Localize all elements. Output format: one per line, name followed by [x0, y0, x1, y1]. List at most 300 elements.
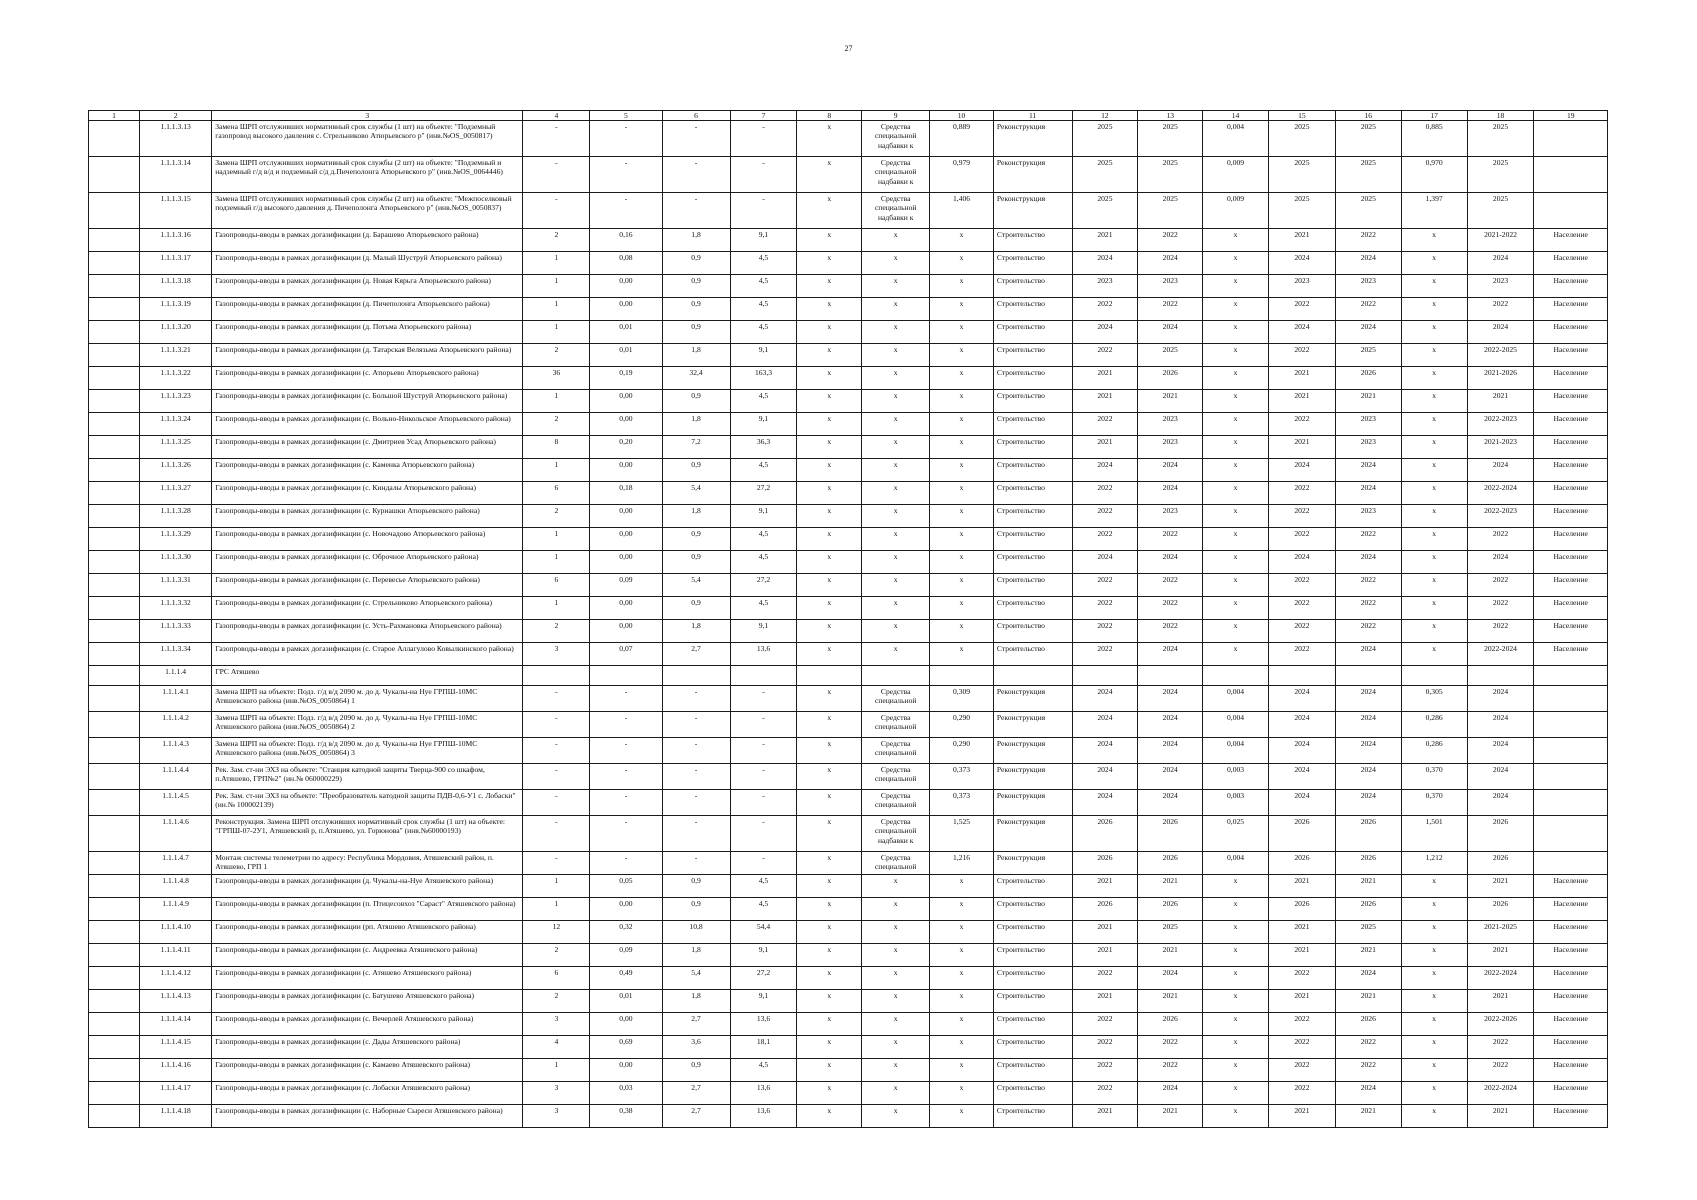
table-cell: 1,525 — [930, 816, 994, 852]
table-cell: 0,009 — [1203, 157, 1269, 193]
table-cell: x — [1203, 275, 1269, 298]
table-cell: x — [1203, 344, 1269, 367]
table-cell: 1.1.1.4.4 — [139, 764, 211, 790]
table-cell: 18,1 — [730, 1036, 797, 1059]
table-cell: 2021 — [1335, 390, 1401, 413]
table-cell: 2026 — [1072, 898, 1138, 921]
table-cell: 0,885 — [1401, 121, 1467, 157]
table-row — [89, 1059, 1608, 1082]
table-cell: 4,5 — [730, 252, 797, 275]
description-cell: Газопроводы-вводы в рамках догазификации (с. Атюрьево Атюрьевского района) — [212, 367, 523, 390]
table-cell: x — [930, 298, 994, 321]
table-cell: 1,8 — [662, 620, 730, 643]
table-cell: x — [1401, 390, 1467, 413]
table-cell — [1138, 666, 1203, 686]
table-cell: 2023 — [1335, 505, 1401, 528]
table-row — [89, 528, 1608, 551]
table-cell: 4,5 — [730, 597, 797, 620]
table-cell: 0,32 — [590, 921, 662, 944]
table-cell: 13,6 — [730, 643, 797, 666]
table-cell: 2,7 — [662, 1013, 730, 1036]
table-row — [89, 944, 1608, 967]
table-cell: 2025 — [1268, 157, 1335, 193]
table-cell: 1,406 — [930, 193, 994, 229]
table-cell: x — [797, 436, 862, 459]
table-cell: x — [930, 390, 994, 413]
table-row — [89, 551, 1608, 574]
table-cell: - — [662, 790, 730, 816]
description-cell: Газопроводы-вводы в рамках догазификации (с. Атяшево Атяшевского района) — [212, 967, 523, 990]
table-cell: 2021 — [1072, 990, 1138, 1013]
table-cell: 2022 — [1335, 528, 1401, 551]
table-cell: x — [797, 643, 862, 666]
table-cell: Строительство — [993, 367, 1072, 390]
table-cell: - — [523, 121, 590, 157]
table-cell: 2024 — [1467, 321, 1534, 344]
table-cell: 0,373 — [930, 790, 994, 816]
table-row — [89, 436, 1608, 459]
table-cell: 2024 — [1335, 686, 1401, 712]
table-cell: x — [1203, 390, 1269, 413]
table-cell: 2021 — [1467, 875, 1534, 898]
table-cell: 0,49 — [590, 967, 662, 990]
table-cell: 2022 — [1335, 298, 1401, 321]
table-cell: x — [930, 1013, 994, 1036]
table-cell: - — [730, 121, 797, 157]
table-cell — [89, 551, 140, 574]
table-cell: 0,290 — [930, 712, 994, 738]
table-cell: Средства специальной — [862, 852, 930, 875]
table-cell: Строительство — [993, 390, 1072, 413]
table-cell: 2024 — [1467, 459, 1534, 482]
table-cell: x — [862, 1082, 930, 1105]
table-cell: x — [1401, 990, 1467, 1013]
table-cell: 1 — [523, 528, 590, 551]
table-cell: 2025 — [1335, 121, 1401, 157]
table-cell: x — [797, 551, 862, 574]
table-cell: 1.1.1.3.28 — [139, 505, 211, 528]
table-cell: 3 — [523, 1013, 590, 1036]
table-cell: 12 — [523, 921, 590, 944]
table-cell: x — [1401, 944, 1467, 967]
description-cell: Газопроводы-вводы в рамках догазификации (д. Пичеполонга Атюрьевского района) — [212, 298, 523, 321]
table-cell: x — [930, 574, 994, 597]
table-cell — [89, 252, 140, 275]
table-cell: 2023 — [1072, 275, 1138, 298]
table-cell: 2025 — [1335, 157, 1401, 193]
table-cell: 2024 — [1072, 321, 1138, 344]
table-cell: 1.1.1.4.13 — [139, 990, 211, 1013]
table-cell: 2022 — [1268, 1013, 1335, 1036]
table-cell: 0,970 — [1401, 157, 1467, 193]
table-cell: 0,00 — [590, 505, 662, 528]
description-cell: Газопроводы-вводы в рамках догазификации (с. Дмитриев Усад Атюрьевского района) — [212, 436, 523, 459]
table-cell: 0,004 — [1203, 852, 1269, 875]
table-cell: 2021 — [1268, 367, 1335, 390]
table-cell: 2026 — [1138, 1013, 1203, 1036]
description-cell: Рек. Зам. ст-ни ЭХЗ на объекте: "Станция катодной защиты Тверца-900 со шкафом, п.Атяшево, ГРП№2" (ин.№ 060000229) — [212, 764, 523, 790]
table-cell: 1 — [523, 298, 590, 321]
table-cell: 2024 — [1072, 764, 1138, 790]
column-header: 8 — [797, 111, 862, 121]
table-row — [89, 459, 1608, 482]
table-cell: 2025 — [1138, 344, 1203, 367]
table-cell: 2024 — [1335, 738, 1401, 764]
column-number-header-row — [89, 111, 1608, 121]
table-cell: 2022-2023 — [1467, 505, 1534, 528]
description-cell: Газопроводы-вводы в рамках догазификации (с. Вечерлей Атяшевского района) — [212, 1013, 523, 1036]
table-cell: 0,9 — [662, 551, 730, 574]
table-cell — [89, 875, 140, 898]
table-cell: 1,212 — [1401, 852, 1467, 875]
table-cell: 0,025 — [1203, 816, 1269, 852]
table-cell: 1.1.1.4.1 — [139, 686, 211, 712]
table-cell: x — [797, 816, 862, 852]
table-cell: Строительство — [993, 321, 1072, 344]
table-row — [89, 1082, 1608, 1105]
table-cell: 1.1.1.3.22 — [139, 367, 211, 390]
table-cell: - — [590, 686, 662, 712]
table-cell — [1534, 157, 1608, 193]
table-cell: x — [862, 528, 930, 551]
table-row — [89, 390, 1608, 413]
table-cell: x — [1401, 875, 1467, 898]
table-cell: 2022 — [1072, 967, 1138, 990]
table-cell: 2022 — [1335, 620, 1401, 643]
table-cell: x — [797, 712, 862, 738]
table-cell: 2024 — [1138, 764, 1203, 790]
table-cell: 0,9 — [662, 252, 730, 275]
table-cell: 0,9 — [662, 275, 730, 298]
table-cell: - — [662, 686, 730, 712]
table-cell: 2024 — [1138, 252, 1203, 275]
table-cell: x — [797, 944, 862, 967]
table-cell: x — [797, 505, 862, 528]
table-cell: 0,00 — [590, 459, 662, 482]
table-cell — [89, 597, 140, 620]
table-cell: x — [862, 390, 930, 413]
description-cell: Замена ШРП на объекте: Подз. г/д в/д 2090 м. до д. Чукалы-на Нуе ГРПШ-10МС Атяшевского района (инв.№OS_0050864) 3 — [212, 738, 523, 764]
table-cell: x — [797, 597, 862, 620]
description-cell: Газопроводы-вводы в рамках догазификации (с. Камаево Атяшевского района) — [212, 1059, 523, 1082]
table-cell: 2024 — [1268, 712, 1335, 738]
table-row — [89, 413, 1608, 436]
table-cell: 2024 — [1138, 712, 1203, 738]
table-cell: 2021 — [1467, 390, 1534, 413]
table-cell: 2024 — [1138, 967, 1203, 990]
table-cell: 32,4 — [662, 367, 730, 390]
table-cell: Население — [1534, 229, 1608, 252]
table-cell: 1.1.1.4.9 — [139, 898, 211, 921]
table-cell: 2021 — [1072, 875, 1138, 898]
description-cell: Газопроводы-вводы в рамках догазификации (с. Андреевка Атяшевского района) — [212, 944, 523, 967]
table-cell: 2021 — [1268, 390, 1335, 413]
table-cell — [89, 574, 140, 597]
table-cell: 2,7 — [662, 1082, 730, 1105]
table-row — [89, 275, 1608, 298]
table-cell: x — [930, 436, 994, 459]
table-cell: x — [862, 967, 930, 990]
table-cell — [89, 1013, 140, 1036]
table-cell: 2026 — [1138, 852, 1203, 875]
table-cell — [89, 1059, 140, 1082]
table-cell: 2021 — [1138, 990, 1203, 1013]
table-row — [89, 990, 1608, 1013]
table-cell: x — [1401, 574, 1467, 597]
table-row — [89, 643, 1608, 666]
table-cell: x — [862, 252, 930, 275]
table-cell: x — [1203, 921, 1269, 944]
table-cell: x — [1401, 344, 1467, 367]
table-cell: x — [797, 1013, 862, 1036]
table-cell: x — [930, 1036, 994, 1059]
table-cell — [89, 712, 140, 738]
table-cell: 0,309 — [930, 686, 994, 712]
table-row — [89, 898, 1608, 921]
table-cell: 2026 — [1467, 816, 1534, 852]
column-header: 14 — [1203, 111, 1269, 121]
table-cell: 0,003 — [1203, 790, 1269, 816]
table-cell: 0,286 — [1401, 738, 1467, 764]
table-cell — [89, 666, 140, 686]
table-cell: x — [797, 921, 862, 944]
table-cell: 1,8 — [662, 944, 730, 967]
table-cell: 2022 — [1268, 298, 1335, 321]
table-row — [89, 157, 1608, 193]
table-cell: x — [1203, 528, 1269, 551]
table-cell: - — [730, 686, 797, 712]
table-cell: 0,00 — [590, 597, 662, 620]
table-cell: 2022 — [1268, 1059, 1335, 1082]
table-cell: 2024 — [1138, 321, 1203, 344]
table-cell — [1335, 666, 1401, 686]
table-cell: 1.1.1.4.14 — [139, 1013, 211, 1036]
table-cell: x — [930, 921, 994, 944]
table-cell: Население — [1534, 413, 1608, 436]
table-cell: - — [730, 816, 797, 852]
table-cell: 0,979 — [930, 157, 994, 193]
table-cell — [89, 344, 140, 367]
table-cell: 1.1.1.4.18 — [139, 1105, 211, 1128]
table-cell: x — [797, 574, 862, 597]
table-cell: 2024 — [1138, 482, 1203, 505]
table-cell: x — [1401, 1036, 1467, 1059]
table-cell: x — [1203, 944, 1269, 967]
table-cell: 7,2 — [662, 436, 730, 459]
table-cell: 9,1 — [730, 990, 797, 1013]
table-cell: - — [662, 193, 730, 229]
table-cell: 2022 — [1335, 229, 1401, 252]
table-cell — [1534, 666, 1608, 686]
table-cell: x — [1203, 229, 1269, 252]
table-cell: - — [730, 738, 797, 764]
table-cell: x — [862, 321, 930, 344]
table-cell: Строительство — [993, 459, 1072, 482]
table-cell — [89, 620, 140, 643]
table-cell: x — [1203, 298, 1269, 321]
table-cell: 2022 — [1467, 620, 1534, 643]
table-cell: - — [662, 816, 730, 852]
table-cell — [1534, 121, 1608, 157]
table-cell: 0,01 — [590, 344, 662, 367]
table-cell: 0,19 — [590, 367, 662, 390]
table-cell: 2022 — [1467, 597, 1534, 620]
table-cell: 2021 — [1072, 1105, 1138, 1128]
table-cell: x — [1203, 643, 1269, 666]
table-cell: 0,370 — [1401, 790, 1467, 816]
table-cell: x — [930, 344, 994, 367]
column-header: 19 — [1534, 111, 1608, 121]
table-cell: 1.1.1.4.15 — [139, 1036, 211, 1059]
table-cell: 2 — [523, 990, 590, 1013]
description-cell: Газопроводы-вводы в рамках догазификации (с. Новочадово Атюрьевского района) — [212, 528, 523, 551]
table-cell: x — [797, 459, 862, 482]
table-cell: Население — [1534, 275, 1608, 298]
table-cell: 2022 — [1335, 574, 1401, 597]
table-cell: 2021-2026 — [1467, 367, 1534, 390]
table-row — [89, 121, 1608, 157]
table-cell: 0,00 — [590, 390, 662, 413]
table-row — [89, 193, 1608, 229]
table-cell: 2022 — [1138, 528, 1203, 551]
table-cell — [89, 686, 140, 712]
table-cell: 2024 — [1072, 790, 1138, 816]
table-cell: - — [730, 157, 797, 193]
table-cell: 2024 — [1072, 712, 1138, 738]
table-cell: 2022 — [1268, 528, 1335, 551]
table-cell: 2024 — [1467, 686, 1534, 712]
table-cell: x — [862, 1013, 930, 1036]
table-cell: x — [797, 990, 862, 1013]
table-cell: x — [930, 252, 994, 275]
table-cell: Средства специальной — [862, 738, 930, 764]
investment-program-table — [88, 110, 1608, 1128]
table-cell: x — [862, 482, 930, 505]
table-cell: 2026 — [1335, 852, 1401, 875]
table-cell: 0,01 — [590, 321, 662, 344]
table-cell: 163,3 — [730, 367, 797, 390]
table-cell: x — [862, 944, 930, 967]
table-cell: Население — [1534, 944, 1608, 967]
table-cell: Средства специальной — [862, 712, 930, 738]
description-cell: Газопроводы-вводы в рамках догазификации (д. Новая Кярьга Атюрьевского района) — [212, 275, 523, 298]
table-cell: 1.1.1.3.15 — [139, 193, 211, 229]
table-cell: Строительство — [993, 1105, 1072, 1128]
table-cell: x — [797, 193, 862, 229]
table-row — [89, 686, 1608, 712]
table-cell: 2022 — [1072, 1036, 1138, 1059]
table-cell: 2024 — [1335, 712, 1401, 738]
table-cell: 2024 — [1138, 790, 1203, 816]
table-cell — [89, 738, 140, 764]
table-cell: 1,8 — [662, 413, 730, 436]
table-cell: x — [930, 1082, 994, 1105]
table-cell: 9,1 — [730, 344, 797, 367]
table-cell: 0,373 — [930, 764, 994, 790]
description-cell: Газопроводы-вводы в рамках догазификации (д. Потьма Атюрьевского района) — [212, 321, 523, 344]
table-cell — [1534, 852, 1608, 875]
table-cell: 2021 — [1467, 990, 1534, 1013]
table-cell: Население — [1534, 643, 1608, 666]
table-cell: 0,009 — [1203, 193, 1269, 229]
table-cell: 1.1.1.4.6 — [139, 816, 211, 852]
table-cell: x — [930, 1105, 994, 1128]
table-cell: 2024 — [1138, 738, 1203, 764]
table-cell: 2026 — [1335, 367, 1401, 390]
table-cell: 2026 — [1268, 852, 1335, 875]
table-cell: 2024 — [1467, 738, 1534, 764]
table-cell: 2024 — [1335, 252, 1401, 275]
table-cell: Средства специальной надбавки к — [862, 193, 930, 229]
table-cell: 2022 — [1268, 482, 1335, 505]
table-cell: Строительство — [993, 275, 1072, 298]
table-cell — [89, 482, 140, 505]
table-cell: x — [862, 367, 930, 390]
table-cell — [1534, 193, 1608, 229]
table-cell: 2024 — [1072, 686, 1138, 712]
table-cell: 13,6 — [730, 1105, 797, 1128]
table-cell: 1.1.1.3.16 — [139, 229, 211, 252]
table-cell: 0,9 — [662, 875, 730, 898]
table-cell: x — [1401, 275, 1467, 298]
table-cell: 2024 — [1072, 459, 1138, 482]
table-cell: - — [523, 712, 590, 738]
table-cell: 1 — [523, 597, 590, 620]
table-cell: 2021 — [1268, 990, 1335, 1013]
table-cell: 1.1.1.3.30 — [139, 551, 211, 574]
table-row — [89, 921, 1608, 944]
table-cell: 2024 — [1467, 790, 1534, 816]
table-cell: 2022 — [1467, 298, 1534, 321]
table-cell: 2026 — [1138, 816, 1203, 852]
table-cell: 2021 — [1138, 390, 1203, 413]
table-cell: 2021 — [1268, 229, 1335, 252]
table-cell: 2026 — [1138, 367, 1203, 390]
table-cell: 2 — [523, 229, 590, 252]
table-cell: 1.1.1.3.18 — [139, 275, 211, 298]
table-cell: 2022 — [1268, 1082, 1335, 1105]
table-cell — [89, 990, 140, 1013]
table-cell: 2023 — [1335, 413, 1401, 436]
table-cell: 2024 — [1138, 551, 1203, 574]
description-cell: Газопроводы-вводы в рамках догазификации (рп. Атяшево Атяшевского района) — [212, 921, 523, 944]
table-cell: 0,004 — [1203, 712, 1269, 738]
table-cell: Реконструкция — [993, 816, 1072, 852]
column-header: 2 — [139, 111, 211, 121]
description-cell: Рек. Зам. ст-ни ЭХЗ на объекте: "Преобразователь катодной защиты ПДВ-0,6-У1 с. Лобаски" (ин.№ 100002139) — [212, 790, 523, 816]
table-cell: Население — [1534, 620, 1608, 643]
table-cell: 2021 — [1138, 875, 1203, 898]
table-cell: 2022 — [1268, 413, 1335, 436]
table-cell: 2022 — [1072, 620, 1138, 643]
column-header: 6 — [662, 111, 730, 121]
table-cell: 2022 — [1138, 1059, 1203, 1082]
table-cell: x — [797, 252, 862, 275]
table-cell: 1.1.1.3.29 — [139, 528, 211, 551]
table-cell: 1,8 — [662, 344, 730, 367]
table-cell — [1534, 738, 1608, 764]
table-cell: 2 — [523, 505, 590, 528]
table-cell — [89, 944, 140, 967]
table-cell: Население — [1534, 505, 1608, 528]
table-cell: 2024 — [1268, 459, 1335, 482]
table-cell: x — [797, 764, 862, 790]
table-cell: 1.1.1.3.14 — [139, 157, 211, 193]
table-cell: Средства специальной надбавки к — [862, 816, 930, 852]
table-cell: 27,2 — [730, 574, 797, 597]
table-cell: 0,004 — [1203, 686, 1269, 712]
table-cell: 0,00 — [590, 528, 662, 551]
